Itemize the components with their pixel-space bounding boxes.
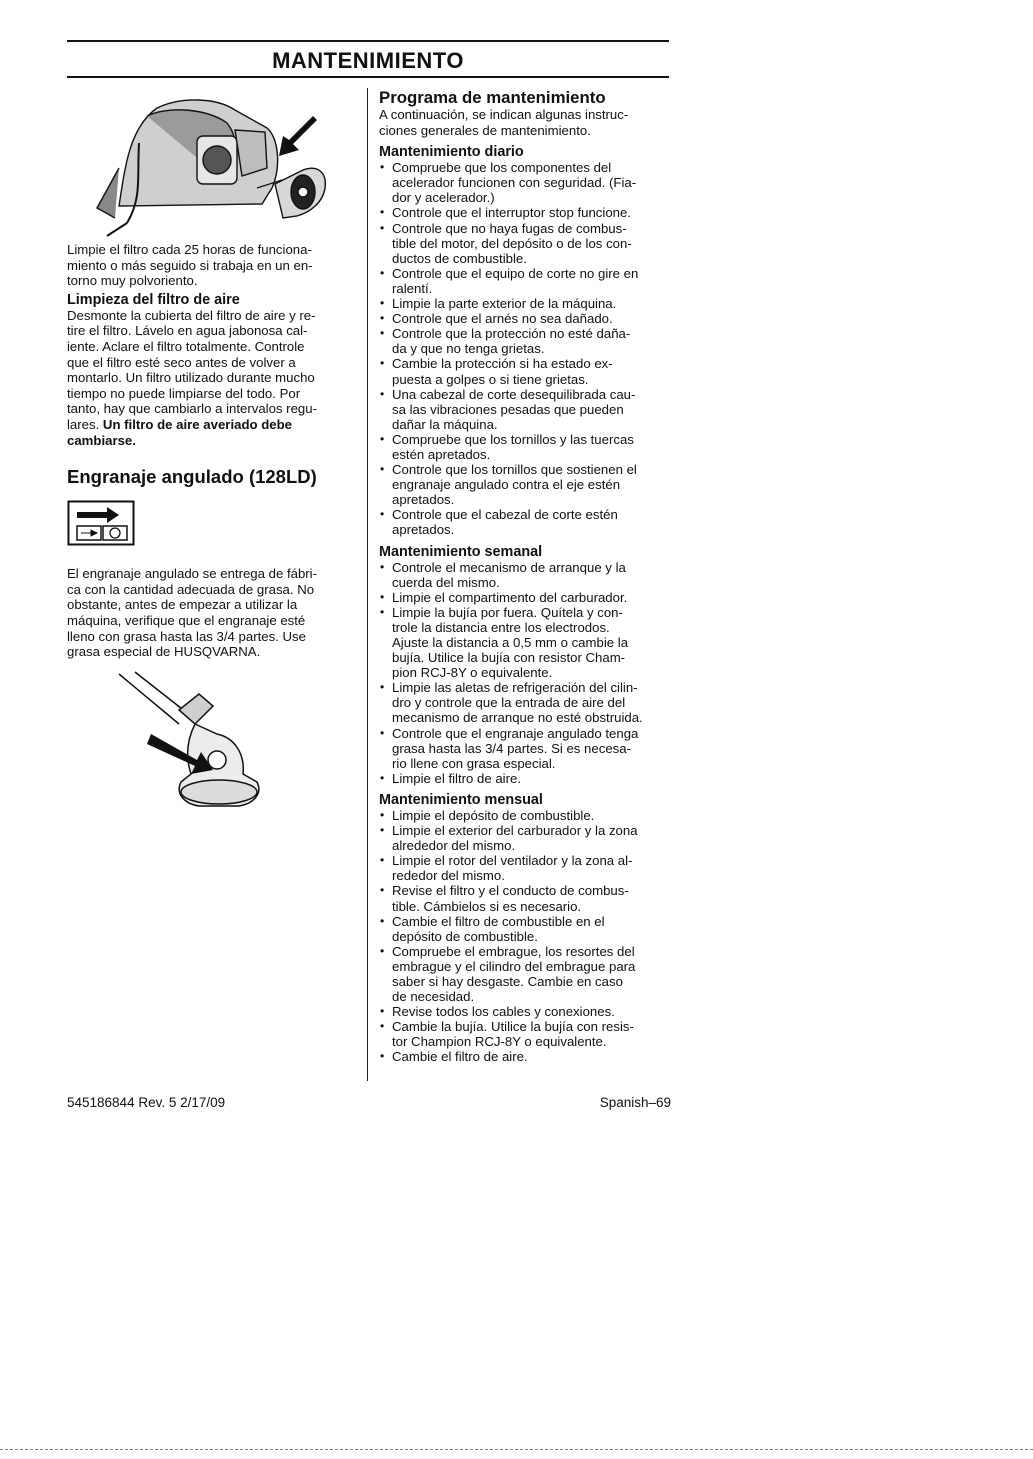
list-item: • Controle que el cabezal de corte estén apretados. bbox=[379, 507, 671, 537]
list-item: • Controle que los tornillos que sostienen el engranaje angulado contra el eje estén apretados. bbox=[379, 462, 671, 507]
right-column bbox=[379, 88, 671, 1065]
monthly-maintenance-list bbox=[379, 808, 671, 1065]
air-filter-heading: Limpieza del filtro de aire bbox=[67, 291, 240, 308]
monthly-maintenance-heading: Mantenimiento mensual bbox=[379, 791, 543, 808]
angle-gear-heading: Engranaje angulado (128LD) bbox=[67, 466, 317, 488]
list-item: • Limpie el compartimento del carburador. bbox=[379, 590, 671, 605]
list-item: • Controle que el engranaje angulado tenga grasa hasta las 3/4 partes. Si es necesa- rio llene con grasa especial. bbox=[379, 726, 671, 771]
daily-maintenance-list bbox=[379, 160, 671, 537]
list-item: • Controle que no haya fugas de combus- tible del motor, del depósito o de los con- ductos de combustible. bbox=[379, 221, 671, 266]
list-item: • Limpie la bujía por fuera. Quítela y con- trole la distancia entre los electrodos. Ajuste la distancia a 0,5 mm o cambie la bujía. Utilice la bujía con resistor Cham- pion RCJ-8Y o equivalente. bbox=[379, 605, 671, 680]
list-item: • Cambie el filtro de aire. bbox=[379, 1049, 671, 1064]
angle-gear-illustration bbox=[67, 670, 349, 820]
maintenance-program-heading: Programa de mantenimiento bbox=[379, 88, 606, 107]
list-item: • Limpie el rotor del ventilador y la zona al- rededor del mismo. bbox=[379, 853, 671, 883]
list-item: • Cambie la protección si ha estado ex- puesta a golpes o si tiene grietas. bbox=[379, 356, 671, 386]
air-filter-warning-end: cambiarse. bbox=[67, 432, 136, 448]
daily-maintenance-heading: Mantenimiento diario bbox=[379, 144, 524, 161]
lubrication-symbol-icon bbox=[67, 500, 137, 546]
list-item: • Compruebe el embrague, los resortes del embrague y el cilindro del embrague para saber si hay desgaste. Cambie en caso de necesidad. bbox=[379, 944, 671, 1004]
header-top-rule bbox=[67, 40, 669, 42]
document-part-number: 545186844 Rev. 5 2/17/09 bbox=[67, 1095, 226, 1110]
list-item: • Limpie la parte exterior de la máquina. bbox=[379, 296, 671, 311]
air-filter-warning: Un filtro de aire averiado debe bbox=[102, 416, 292, 432]
list-item: • Controle que el interruptor stop funcione. bbox=[379, 205, 671, 220]
air-filter-text: Desmonte la cubierta del filtro de aire y re- tire el filtro. Lávelo en agua jabonosa cal- iente. Aclare el filtro totalmente. Controle que el filtro esté seco antes de volver a montarlo. Un filtro utilizado durante mucho tiempo no puede limpiarse del todo. Por tanto, hay que cambiarlo a intervalos regu- lares. Un filtro de aire averiado debe cambiarse. bbox=[67, 307, 317, 448]
list-item: • Cambie la bujía. Utilice la bujía con resis- tor Champion RCJ-8Y o equivalente. bbox=[379, 1019, 671, 1049]
list-item: • Controle que la protección no esté daña- da y que no tenga grietas. bbox=[379, 326, 671, 356]
page-bottom-border bbox=[0, 1449, 1033, 1450]
header-bottom-rule bbox=[67, 76, 669, 78]
column-divider bbox=[367, 88, 368, 1081]
list-item: • Controle el mecanismo de arranque y la cuerda del mismo. bbox=[379, 560, 671, 590]
list-item: • Una cabezal de corte desequilibrada cau- sa las vibraciones pesadas que pueden dañar la máquina. bbox=[379, 387, 671, 432]
page-number: Spanish–69 bbox=[599, 1095, 671, 1110]
weekly-maintenance-heading: Mantenimiento semanal bbox=[379, 543, 543, 560]
list-item: • Controle que el arnés no sea dañado. bbox=[379, 311, 671, 326]
weekly-maintenance-list bbox=[379, 560, 671, 786]
page-title: MANTENIMIENTO bbox=[272, 48, 464, 73]
left-column bbox=[67, 88, 349, 820]
maintenance-program-intro: A continuación, se indican algunas instruc- ciones generales de mantenimiento. bbox=[379, 107, 629, 138]
filter-interval-text: Limpie el filtro cada 25 horas de funciona- miento o más seguido si trabaja en un en- torno muy polvoriento. bbox=[67, 242, 313, 289]
list-item: • Controle que el equipo de corte no gire en ralentí. bbox=[379, 266, 671, 296]
list-item: • Limpie las aletas de refrigeración del cilin- dro y controle que la entrada de aire del mecanismo de arranque no esté obstruida. bbox=[379, 680, 671, 725]
list-item: • Compruebe que los componentes del acelerador funcionen con seguridad. (Fia- dor y acelerador.) bbox=[379, 160, 671, 205]
list-item: • Cambie el filtro de combustible en el depósito de combustible. bbox=[379, 914, 671, 944]
list-item: • Revise todos los cables y conexiones. bbox=[379, 1004, 671, 1019]
list-item: • Limpie el filtro de aire. bbox=[379, 771, 671, 786]
list-item: • Compruebe que los tornillos y las tuercas estén apretados. bbox=[379, 432, 671, 462]
air-filter-illustration bbox=[67, 88, 349, 238]
list-item: • Revise el filtro y el conducto de combus- tible. Cámbielos si es necesario. bbox=[379, 883, 671, 913]
list-item: • Limpie el depósito de combustible. bbox=[379, 808, 671, 823]
list-item: • Limpie el exterior del carburador y la zona alrededor del mismo. bbox=[379, 823, 671, 853]
angle-gear-text: El engranaje angulado se entrega de fábri- ca con la cantidad adecuada de grasa. No obstante, antes de empezar a utilizar la máquina, verifique que el engranaje esté lleno con grasa hasta las 3/4 partes. Use grasa especial de HUSQVARNA. bbox=[67, 566, 318, 660]
